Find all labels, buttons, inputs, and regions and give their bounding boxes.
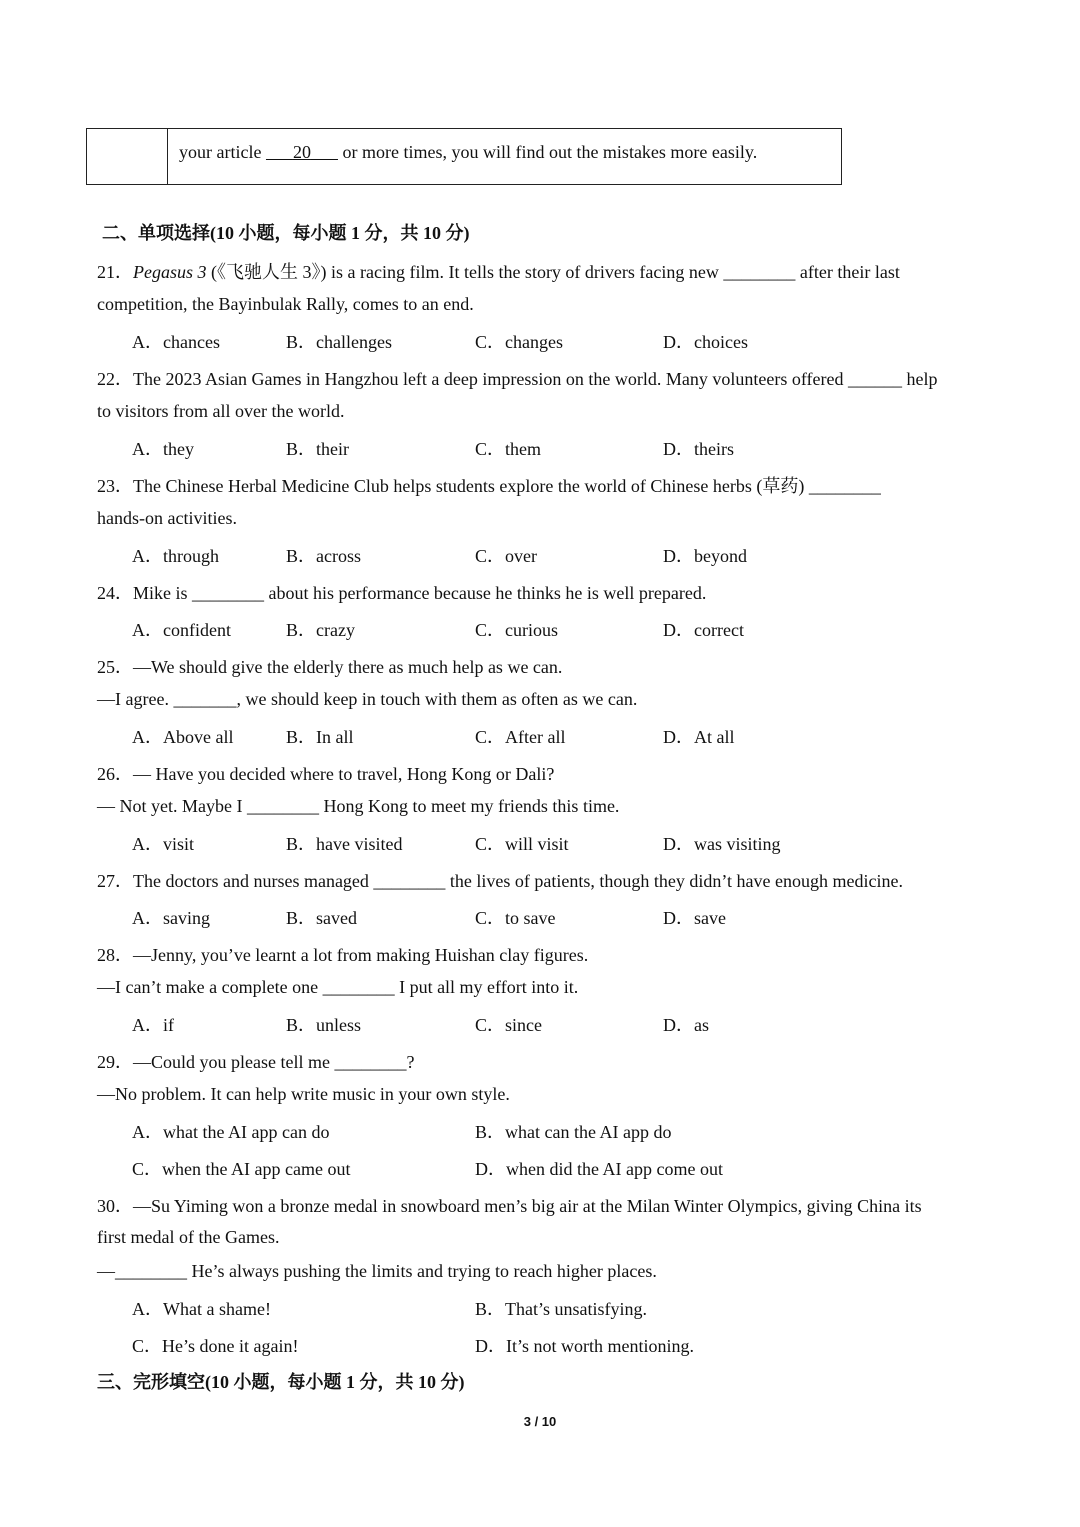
cell-text-after: or more times, you will find out the mistakes more easily. bbox=[337, 142, 758, 162]
question-26-line2: — Not yet. Maybe I ________ Hong Kong to meet my friends this time. bbox=[97, 796, 620, 816]
q21-option-b[interactable]: B．challenges bbox=[286, 332, 392, 352]
table-cell-divider bbox=[167, 129, 168, 184]
q28-option-c[interactable]: C．since bbox=[475, 1015, 542, 1035]
q21-option-a[interactable]: A．chances bbox=[132, 332, 220, 352]
q30-option-b[interactable]: B．That’s unsatisfying. bbox=[475, 1299, 647, 1319]
question-30-line3: —________ He’s always pushing the limits and trying to reach higher places. bbox=[97, 1261, 657, 1281]
q25-option-b[interactable]: B．In all bbox=[286, 727, 354, 747]
question-23-line1: 23．The Chinese Herbal Medicine Club helps students explore the world of Chinese herbs (草药) ________ bbox=[97, 476, 881, 496]
q30-option-a[interactable]: A．What a shame! bbox=[132, 1299, 271, 1319]
q28-option-a[interactable]: A．if bbox=[132, 1015, 174, 1035]
question-30-line1: 30．—Su Yiming won a bronze medal in snowboard men’s big air at the Milan Winter Olympics, giving China its bbox=[97, 1196, 922, 1216]
question-28-line2: —I can’t make a complete one ________ I put all my effort into it. bbox=[97, 977, 579, 997]
q27-option-a[interactable]: A．saving bbox=[132, 908, 210, 928]
q23-option-a[interactable]: A．through bbox=[132, 546, 219, 566]
q22-option-c[interactable]: C．them bbox=[475, 439, 541, 459]
question-24-line1: 24．Mike is ________ about his performance because he thinks he is well prepared. bbox=[97, 583, 707, 603]
page-number: 3 / 10 bbox=[523, 1414, 557, 1429]
q30-option-c[interactable]: C．He’s done it again! bbox=[132, 1336, 299, 1356]
q24-option-b[interactable]: B．crazy bbox=[286, 620, 355, 640]
question-25-line1: 25．—We should give the elderly there as much help as we can. bbox=[97, 657, 563, 677]
question-21-text: (《飞驰人生 3》) is a racing film. It tells the story of drivers facing new ________ after their last bbox=[206, 262, 900, 282]
q23-option-b[interactable]: B．across bbox=[286, 546, 361, 566]
q30-option-d[interactable]: D．It’s not worth mentioning. bbox=[475, 1336, 694, 1356]
q26-option-b[interactable]: B．have visited bbox=[286, 834, 403, 854]
q29-option-d[interactable]: D．when did the AI app come out bbox=[475, 1159, 723, 1179]
q27-option-c[interactable]: C．to save bbox=[475, 908, 556, 928]
q23-option-d[interactable]: D．beyond bbox=[663, 546, 747, 566]
q21-option-c[interactable]: C．changes bbox=[475, 332, 563, 352]
section-title-single-choice: 二、单项选择(10 小题，每小题 1 分，共 10 分) bbox=[102, 223, 470, 243]
q27-option-b[interactable]: B．saved bbox=[286, 908, 357, 928]
question-22-line1: 22．The 2023 Asian Games in Hangzhou left a deep impression on the world. Many volunteers offered ______ help bbox=[97, 369, 938, 389]
table-cell-text bbox=[179, 142, 757, 163]
cell-text-before: your article bbox=[179, 142, 266, 162]
question-21-number: 21． bbox=[97, 262, 133, 282]
q28-option-d[interactable]: D．as bbox=[663, 1015, 709, 1035]
q22-option-d[interactable]: D．theirs bbox=[663, 439, 734, 459]
q28-option-b[interactable]: B．unless bbox=[286, 1015, 362, 1035]
answer-table-row bbox=[86, 128, 842, 185]
q24-option-c[interactable]: C．curious bbox=[475, 620, 558, 640]
question-26-line1: 26．— Have you decided where to travel, Hong Kong or Dali? bbox=[97, 764, 555, 784]
question-22-line2: to visitors from all over the world. bbox=[97, 401, 345, 421]
q29-option-c[interactable]: C．when the AI app came out bbox=[132, 1159, 351, 1179]
question-27-line1: 27．The doctors and nurses managed ________ the lives of patients, though they didn’t have enough medicine. bbox=[97, 871, 903, 891]
q22-option-b[interactable]: B．their bbox=[286, 439, 349, 459]
question-29-line1: 29．—Could you please tell me ________? bbox=[97, 1052, 415, 1072]
q24-option-a[interactable]: A．confident bbox=[132, 620, 231, 640]
section-title-cloze: 三、完形填空(10 小题，每小题 1 分，共 10 分) bbox=[97, 1372, 465, 1392]
question-30-line2: first medal of the Games. bbox=[97, 1227, 280, 1247]
question-29-line2: —No problem. It can help write music in your own style. bbox=[97, 1084, 510, 1104]
question-21-line2: competition, the Bayinbulak Rally, comes to an end. bbox=[97, 294, 474, 314]
question-25-line2: —I agree. _______, we should keep in touch with them as often as we can. bbox=[97, 689, 638, 709]
q29-option-b[interactable]: B．what can the AI app do bbox=[475, 1122, 672, 1142]
q27-option-d[interactable]: D．save bbox=[663, 908, 726, 928]
q25-option-c[interactable]: C．After all bbox=[475, 727, 566, 747]
q29-option-a[interactable]: A．what the AI app can do bbox=[132, 1122, 330, 1142]
q26-option-c[interactable]: C．will visit bbox=[475, 834, 569, 854]
question-21-line1 bbox=[97, 258, 900, 284]
q25-option-d[interactable]: D．At all bbox=[663, 727, 735, 747]
q26-option-a[interactable]: A．visit bbox=[132, 834, 195, 854]
question-28-line1: 28．—Jenny, you’ve learnt a lot from making Huishan clay figures. bbox=[97, 945, 589, 965]
q22-option-a[interactable]: A．they bbox=[132, 439, 194, 459]
film-title: Pegasus 3 bbox=[133, 262, 207, 282]
q26-option-d[interactable]: D．was visiting bbox=[663, 834, 781, 854]
q24-option-d[interactable]: D．correct bbox=[663, 620, 744, 640]
q25-option-a[interactable]: A．Above all bbox=[132, 727, 234, 747]
q23-option-c[interactable]: C．over bbox=[475, 546, 537, 566]
q21-option-d[interactable]: D．choices bbox=[663, 332, 748, 352]
blank-number: 20 bbox=[292, 142, 311, 162]
question-23-line2: hands-on activities. bbox=[97, 508, 237, 528]
